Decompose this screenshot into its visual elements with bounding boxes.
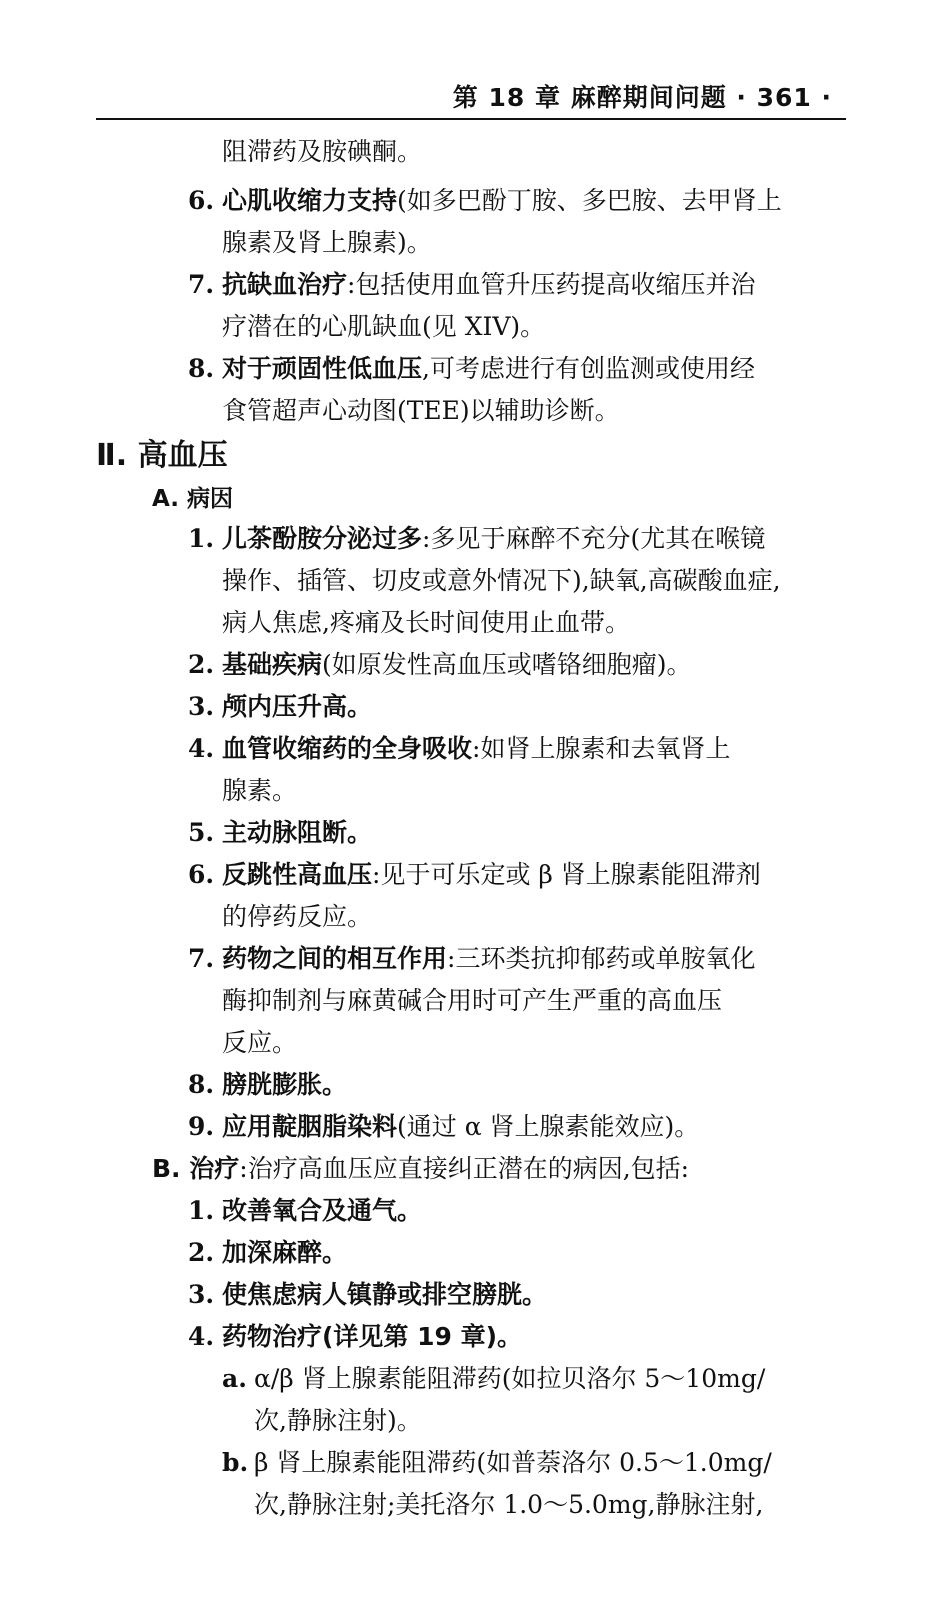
text-span: 的停药反应。: [222, 902, 373, 931]
text-line: [222, 566, 781, 596]
text-line: [222, 902, 372, 932]
subsection-b: [152, 1154, 689, 1184]
term: 药物之间的相互作用: [222, 944, 448, 973]
text-span: 食管超声心动图(TEE)以辅助诊断。: [222, 396, 620, 425]
text-line: [222, 270, 755, 300]
term: 膀胱膨胀。: [222, 1070, 348, 1099]
term: 改善氧合及通气。: [222, 1196, 423, 1225]
text-line: [222, 1196, 422, 1226]
text-span: :包括使用血管升压药提高收缩压并治: [347, 270, 756, 299]
text-span: :如肾上腺素和去氧肾上: [472, 734, 731, 763]
text-span: 次,静脉注射;美托洛尔 1.0～5.0mg,静脉注射,: [254, 1490, 764, 1519]
item-number: 6.: [188, 186, 215, 215]
item-number: 6.: [188, 860, 215, 889]
list-item-3: [188, 692, 214, 722]
text-line: [222, 608, 630, 638]
text-span: (如多巴酚丁胺、多巴胺、去甲肾上: [397, 186, 782, 215]
list-item-8: [188, 354, 214, 384]
term: 颅内压升高。: [222, 692, 373, 721]
text-line: [222, 137, 422, 167]
text-span: 腺素及肾上腺素)。: [222, 228, 432, 257]
text-line: [222, 186, 782, 216]
text-line: [222, 818, 372, 848]
text-line: [254, 1364, 765, 1394]
list-item-6: [188, 860, 214, 890]
text-span: (通过 α 肾上腺素能效应)。: [397, 1112, 700, 1141]
text-line: [254, 1448, 772, 1478]
term: 对于顽固性低血压: [222, 354, 423, 383]
text-span: 次,静脉注射)。: [254, 1406, 422, 1435]
term: 反跳性高血压: [222, 860, 373, 889]
list-item-7: [188, 270, 214, 300]
text-line: [222, 1280, 547, 1310]
item-number: 3.: [188, 1280, 215, 1309]
text-line: [222, 524, 765, 554]
list-item-4: [188, 734, 214, 764]
term: 应用靛胭脂染料: [222, 1112, 398, 1141]
text-line: [222, 312, 545, 342]
text-line: [222, 986, 722, 1016]
text-span: 阻滞药及胺碘酮。: [222, 137, 423, 166]
item-number: 7.: [188, 944, 215, 973]
term: 使焦虑病人镇静或排空膀胱。: [222, 1280, 548, 1309]
text-span: (如原发性高血压或嗜铬细胞瘤)。: [322, 650, 692, 679]
term: 血管收缩药的全身吸收: [222, 734, 473, 763]
section-heading: Ⅱ. 高血压: [96, 438, 228, 473]
text-line: [222, 692, 372, 722]
text-line: [222, 1028, 297, 1058]
text-line: [222, 944, 755, 974]
list-item-b: [222, 1448, 248, 1478]
text-span: :见于可乐定或 β 肾上腺素能阻滞剂: [372, 860, 761, 889]
text-span: ,可考虑进行有创监测或使用经: [422, 354, 755, 383]
item-number: 9.: [188, 1112, 215, 1141]
list-item-4: [188, 1322, 214, 1352]
item-number: 8.: [188, 1070, 215, 1099]
term: 主动脉阻断。: [222, 818, 373, 847]
subsection-label: B. 治疗: [152, 1154, 240, 1183]
term: 心肌收缩力支持: [222, 186, 398, 215]
item-number: 7.: [188, 270, 215, 299]
list-item-2: [188, 1238, 214, 1268]
item-letter: b.: [222, 1448, 249, 1477]
list-item-6: [188, 186, 214, 216]
item-letter: a.: [222, 1364, 247, 1393]
text-line: [222, 860, 761, 890]
item-number: 5.: [188, 818, 215, 847]
text-span: 操作、插管、切皮或意外情况下),缺氧,高碳酸血症,: [222, 566, 781, 595]
list-item-8: [188, 1070, 214, 1100]
term: 药物治疗(详见第 19 章)。: [222, 1322, 523, 1351]
item-number: 1.: [188, 524, 215, 553]
term: 抗缺血治疗: [222, 270, 348, 299]
text-line: [222, 1322, 522, 1352]
term: 加深麻醉。: [222, 1238, 348, 1267]
list-item-1: [188, 524, 214, 554]
page-header: [96, 76, 846, 120]
text-span: 反应。: [222, 1028, 298, 1057]
list-item-3: [188, 1280, 214, 1310]
list-item-2: [188, 650, 214, 680]
text-line: [222, 1238, 347, 1268]
item-number: 3.: [188, 692, 215, 721]
text-line: [254, 1490, 763, 1520]
text-span: :三环类抗抑郁药或单胺氧化: [447, 944, 756, 973]
text-span: 病人焦虑,疼痛及长时间使用止血带。: [222, 608, 630, 637]
item-number: 4.: [188, 1322, 215, 1351]
text-line: [222, 396, 620, 426]
text-span: α/β 肾上腺素能阻滞药(如拉贝洛尔 5～10mg/: [254, 1364, 766, 1393]
list-item-7: [188, 944, 214, 974]
text-line: [222, 1112, 699, 1142]
term: 基础疾病: [222, 650, 323, 679]
list-item-1: [188, 1196, 214, 1226]
item-number: 8.: [188, 354, 215, 383]
list-item-9: [188, 1112, 214, 1142]
text-line: [254, 1406, 422, 1436]
text-line: [222, 1070, 347, 1100]
list-item-a: [222, 1364, 247, 1394]
text-span: 酶抑制剂与麻黄碱合用时可产生严重的高血压: [222, 986, 723, 1015]
item-number: 4.: [188, 734, 215, 763]
term: 儿茶酚胺分泌过多: [222, 524, 423, 553]
text-line: [222, 650, 692, 680]
text-span: :治疗高血压应直接纠正潜在的病因,包括:: [239, 1154, 690, 1183]
subsection-a: A. 病因: [152, 486, 233, 512]
text-span: 疗潜在的心肌缺血(见 XIV)。: [222, 312, 546, 341]
item-number: 2.: [188, 1238, 215, 1267]
text-span: 腺素。: [222, 776, 298, 805]
text-line: [222, 776, 297, 806]
text-line: [222, 354, 755, 384]
list-item-5: [188, 818, 214, 848]
running-head: 第 18 章 麻醉期间问题 · 361 ·: [452, 83, 832, 112]
text-span: β 肾上腺素能阻滞药(如普萘洛尔 0.5～1.0mg/: [254, 1448, 772, 1477]
text-span: :多见于麻醉不充分(尤其在喉镜: [422, 524, 766, 553]
item-number: 1.: [188, 1196, 215, 1225]
text-line: [222, 734, 730, 764]
text-line: [222, 228, 432, 258]
item-number: 2.: [188, 650, 215, 679]
